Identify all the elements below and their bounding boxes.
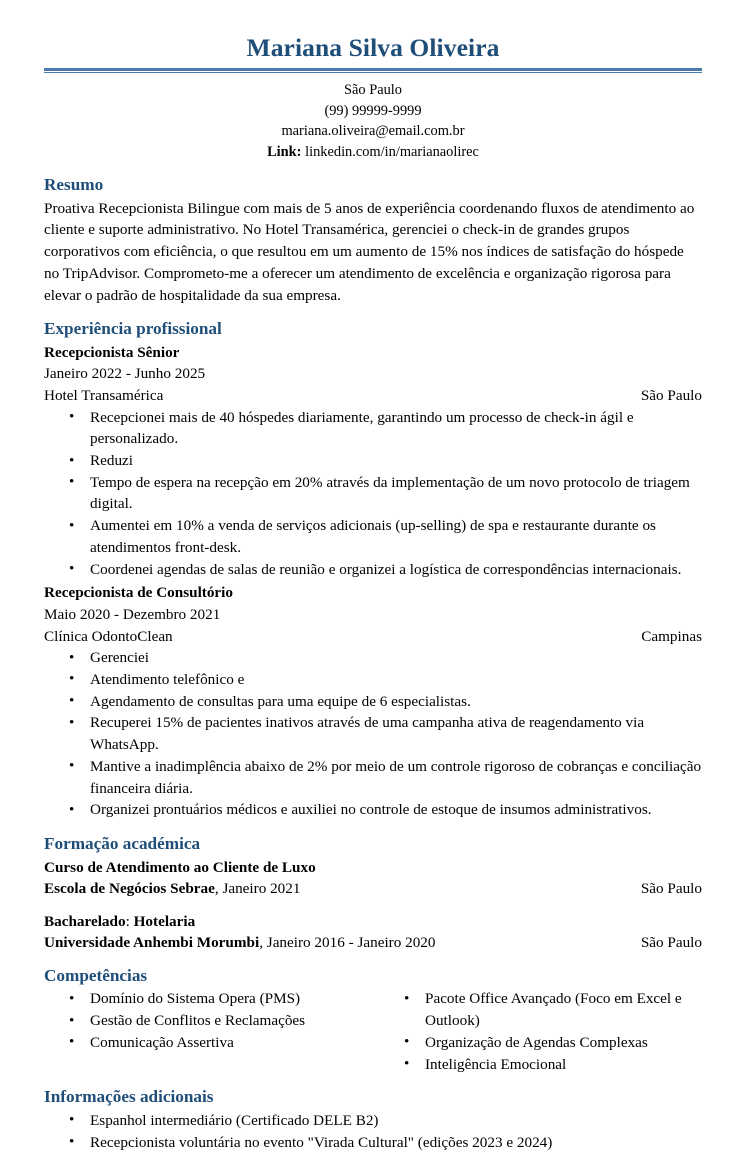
- job-bullet: • Recuperei 15% de pacientes inativos através de uma campanha ativa de reagendamento via WhatsApp.: [44, 712, 702, 755]
- skills-list-left: [44, 988, 373, 1053]
- additional-item: • Espanhol intermediário (Certificado DELE B2): [44, 1110, 702, 1132]
- job-bullet-list: [44, 647, 702, 821]
- header-divider: [44, 68, 702, 73]
- additional-list: [44, 1110, 702, 1153]
- skill-item: • Organização de Agendas Complexas: [373, 1032, 702, 1054]
- education-degree: Curso de Atendimento ao Cliente de Luxo: [44, 859, 316, 876]
- job-location: Campinas: [625, 626, 702, 648]
- contact-link-row: [44, 142, 702, 162]
- contact-email[interactable]: mariana.oliveira@email.com.br: [44, 121, 702, 141]
- job-dates: Maio 2020 - Dezembro 2021: [44, 604, 702, 626]
- summary-text: Proativa Recepcionista Bilingue com mais de 5 anos de experiência coordenando fluxos de atendimento ao cliente e suporte administrativo. No Hotel Transamérica, gerenciei o check-in de grandes grupos corporativos com eficiência, o que resultou em um aumento de 15% nos índices de satisfação do hóspede no TripAdvisor. Comprometo-me a oferecer um atendimento de excelência e organização rigorosa para elevar o padrão de hospitalidade da sua empresa.: [44, 198, 702, 307]
- job-bullet: • Atendimento telefônico e: [44, 669, 702, 691]
- education-degree-field: Hotelaria: [134, 913, 196, 930]
- skills-column-right: [373, 988, 702, 1075]
- education-degree: Bacharelado: [44, 913, 126, 930]
- job-bullet: • Reduzi: [44, 450, 702, 472]
- education-dates: , Janeiro 2016 - Janeiro 2020: [259, 934, 435, 951]
- skills-list-right: [373, 988, 702, 1075]
- job-bullet: • Organizei prontuários médicos e auxiliei no controle de estoque de insumos administrativos.: [44, 799, 702, 821]
- education-dates: , Janeiro 2021: [215, 880, 301, 897]
- additional-item: • Recepcionista voluntária no evento "Virada Cultural" (edições 2023 e 2024): [44, 1132, 702, 1153]
- skills-columns: [44, 988, 702, 1075]
- job-bullet: • Coordenei agendas de salas de reunião e organizei a logística de correspondências internacionais.: [44, 559, 702, 581]
- job-bullet: • Aumentei em 10% a venda de serviços adicionais (up-selling) de spa e restaurante durante os atendimentos front-desk.: [44, 515, 702, 558]
- skill-item: • Domínio do Sistema Opera (PMS): [44, 988, 373, 1010]
- contact-phone: (99) 99999-9999: [44, 101, 702, 121]
- contact-link-value[interactable]: linkedin.com/in/marianaolirec: [305, 144, 479, 160]
- candidate-name: Mariana Silva Oliveira: [44, 33, 702, 62]
- skills-column-left: [44, 988, 373, 1075]
- job-title: Recepcionista Sênior: [44, 342, 702, 364]
- job-bullet: • Gerenciei: [44, 647, 702, 669]
- skill-item: • Gestão de Conflitos e Reclamações: [44, 1010, 373, 1032]
- education-institution-group: [44, 878, 300, 900]
- experience-entry: [44, 342, 702, 581]
- contact-block: [44, 80, 702, 162]
- resume-header: [44, 33, 702, 162]
- job-company-row: [44, 626, 702, 648]
- divider-thin-line: [44, 72, 702, 73]
- section-heading-experience: Experiência profissional: [44, 318, 702, 340]
- section-heading-additional: Informações adicionais: [44, 1086, 702, 1108]
- section-heading-education: Formação académica: [44, 833, 702, 855]
- job-bullet: • Agendamento de consultas para uma equipe de 6 especialistas.: [44, 691, 702, 713]
- education-entry: [44, 857, 702, 900]
- divider-thick-line: [44, 68, 702, 70]
- section-heading-skills: Competências: [44, 965, 702, 987]
- education-degree-row: [44, 911, 702, 933]
- education-institution: Escola de Negócios Sebrae: [44, 880, 215, 897]
- contact-location: São Paulo: [44, 80, 702, 100]
- education-institution-row: [44, 932, 702, 954]
- education-institution: Universidade Anhembi Morumbi: [44, 934, 259, 951]
- education-location: São Paulo: [625, 878, 702, 900]
- education-entry: [44, 911, 702, 954]
- job-company: Hotel Transamérica: [44, 385, 163, 407]
- education-location: São Paulo: [625, 932, 702, 954]
- job-bullet: • Recepcionei mais de 40 hóspedes diariamente, garantindo um processo de check-in ágil e personalizado.: [44, 407, 702, 450]
- job-bullet: • Tempo de espera na recepção em 20% através da implementação de um novo protocolo de triagem digital.: [44, 472, 702, 515]
- job-company: Clínica OdontoClean: [44, 626, 173, 648]
- skill-item: • Comunicação Assertiva: [44, 1032, 373, 1054]
- education-degree-separator: :: [126, 913, 134, 930]
- skill-item: • Pacote Office Avançado (Foco em Excel e Outlook): [373, 988, 702, 1031]
- skill-item: • Inteligência Emocional: [373, 1054, 702, 1076]
- job-bullet: • Mantive a inadimplência abaixo de 2% por meio de um controle rigoroso de cobranças e conciliação financeira diária.: [44, 756, 702, 799]
- job-location: São Paulo: [625, 385, 702, 407]
- section-heading-summary: Resumo: [44, 174, 702, 196]
- education-degree-row: [44, 857, 702, 879]
- job-company-row: [44, 385, 702, 407]
- experience-entry: [44, 582, 702, 821]
- job-bullet-list: [44, 407, 702, 581]
- job-dates: Janeiro 2022 - Junho 2025: [44, 363, 702, 385]
- job-title: Recepcionista de Consultório: [44, 582, 702, 604]
- contact-link-label: Link:: [267, 144, 301, 160]
- education-institution-group: [44, 932, 436, 954]
- education-institution-row: [44, 878, 702, 900]
